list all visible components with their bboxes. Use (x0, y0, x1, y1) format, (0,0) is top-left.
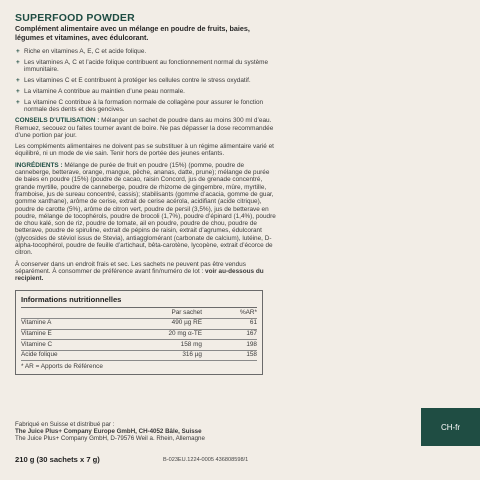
table-row: Vitamine C 158 mg 198 (21, 340, 257, 351)
product-subtitle: Complément alimentaire avec un mélange en poudre de fruits, baies, légumes et vitamines, avec édulcorant. (15, 24, 250, 42)
nutrition-footnote: * AR = Apports de Référence (21, 363, 103, 371)
plus-icon: + (16, 99, 20, 107)
label-content (15, 12, 277, 375)
nutrition-header-row: Par sachet %AR* (21, 308, 257, 318)
benefit-item: + Les vitamines A, C et l’acide folique contribuent au fonctionnement normal du système immunitaire. (16, 59, 269, 74)
nutrition-table (15, 290, 263, 375)
manufacturer-info: Fabriqué en Suisse et distribué par : The Juice Plus+ Company Europe GmbH, CH-4052 Bâle, Suisse The Juice Plus+ Company GmbH, D-79576 Weil a. Rhein, Allemagne (15, 421, 205, 443)
country-badge: CH-fr (421, 408, 480, 446)
usage-paragraph: CONSEILS D’UTILISATION : Mélanger un sachet de poudre dans au moins 300 ml d’eau. Remuez, secouez ou faites tourner avant de boire. Ne pas dépasser la dose recommandée d’une portion par jour. (15, 117, 274, 139)
plus-icon: + (16, 88, 20, 96)
batch-code: B-023EU.1224-0005 436808598/1 (163, 457, 249, 463)
benefit-item: + Riche en vitamines A, E, C et acide folique. (16, 48, 147, 56)
product-title: SUPERFOOD POWDER (15, 12, 135, 24)
net-weight: 210 g (30 sachets x 7 g) (15, 455, 100, 464)
warning-paragraph: Les compléments alimentaires ne doivent pas se substituer à un régime alimentaire varié et équilibré, ni un mode de vie sain. Tenir hors de portée des jeunes enfants. (15, 143, 274, 158)
table-row: Vitamine A 490 µg RE 61 (21, 319, 257, 330)
table-row: Vitamine E 20 mg α-TE 167 (21, 329, 257, 340)
table-row: Acide folique 316 µg 158 (21, 350, 257, 361)
benefit-item: + Les vitamines C et E contribuent à protéger les cellules contre le stress oxydatif. (16, 77, 251, 85)
plus-icon: + (16, 48, 20, 56)
benefit-item: + La vitamine A contribue au maintien d’une peau normale. (16, 88, 185, 96)
nutrition-title: Informations nutritionnelles (21, 295, 257, 308)
plus-icon: + (16, 77, 20, 85)
benefit-item: + La vitamine C contribue à la formation normale de collagène pour assurer le fonction normale des dents et des gencives. (16, 99, 264, 114)
storage-paragraph: À conserver dans un endroit frais et sec. Les sachets ne peuvent pas être vendus séparément. À consommer de préférence avant fin/numéro de lot : voir au-dessous du recipient. (15, 260, 264, 283)
ingredients-label: INGRÉDIENTS : (15, 161, 63, 169)
benefit-list (15, 48, 277, 113)
ingredients-paragraph: INGRÉDIENTS : Mélange de purée de fruit en poudre (15%) (pomme, poudre de canneberge, betterave, orange, mangue, pêche, ananas, datte, prune); mélange de purée de baies en poudre (15%) (poudre de cacao, raisin Concord, jus de grenade concentré, grande myrtille, poudre de canneberge, poudre de rhizome de gingembre, mûre, myrtille, framboise, jus de sureau concentré, cassis); stabilisants (gomme d’acacia, gomme de guar, gomme xanthane), arôme de cerise, extrait de cerise acérola, acidifiant (acide citrique), poudre de carotte (5%), arôme de citron vert, poudre de persil (3,5%), jus de betterave en poudre, mélange de tocophérols, poudre de brocoli (1,7%), poudre d’épinard (1,4%), poudre de chou kalé, son de riz, poudre de tomate, ail en poudre, poudre de chou, poudre de betterave, poudre de spiruline, extrait de pépins de raisin, extrait d’agrumes, édulcorant (glycosides de stéviol issus de Stevia), antiagglomérant (carbonate de calcium), lutéine, D-alpha-tocophérol, poudre de feuille d’artichaut, bêta-carotène, lycopène, extrait d’écorce de citron. (15, 161, 276, 257)
plus-icon: + (16, 59, 20, 67)
usage-label: CONSEILS D’UTILISATION : (15, 117, 100, 125)
